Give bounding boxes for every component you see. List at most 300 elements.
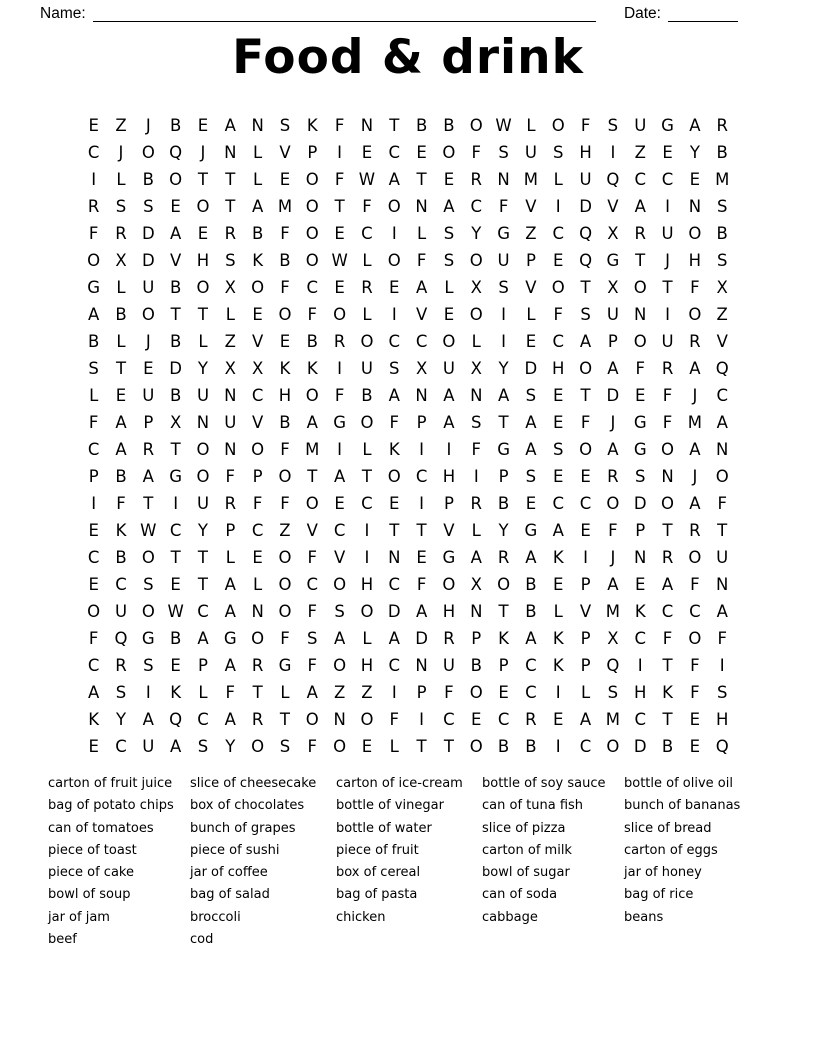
grid-letter: M (715, 170, 730, 189)
grid-letter: S (716, 683, 728, 702)
grid-letter: E (170, 656, 181, 675)
grid-letter: C (251, 386, 264, 405)
grid-row (80, 139, 736, 166)
grid-letter: W (331, 251, 348, 270)
grid-letter: S (607, 116, 619, 135)
grid-letter: O (278, 602, 292, 621)
grid-letter: C (525, 683, 537, 702)
grid-letter: O (633, 332, 647, 351)
grid-letter: V (333, 548, 346, 567)
grid-letter: I (391, 683, 397, 702)
grid-row (80, 463, 736, 490)
grid-letter: R (525, 710, 537, 729)
grid-letter: S (143, 575, 154, 594)
grid-letter: U (524, 143, 537, 162)
grid-letter: I (501, 305, 507, 324)
grid-letter: T (170, 440, 181, 459)
grid-letter: H (196, 251, 210, 270)
word-list-item: can of tuna fish (482, 798, 584, 814)
grid-letter: R (661, 548, 674, 567)
grid-letter: E (361, 143, 373, 162)
grid-letter: A (224, 575, 236, 594)
grid-letter: G (661, 116, 674, 135)
grid-letter: P (443, 494, 454, 513)
grid-letter: A (443, 197, 455, 216)
word-list-item: box of chocolates (190, 798, 305, 814)
word-list-item: bottle of vinegar (336, 798, 444, 814)
word-list-column (624, 773, 780, 929)
grid-letter: H (579, 143, 592, 162)
grid-letter: A (552, 521, 564, 540)
grid-letter: Z (361, 683, 373, 702)
grid-letter: A (115, 413, 127, 432)
word-list-item: jar of coffee (190, 865, 268, 881)
grid-letter: I (91, 170, 97, 189)
grid-letter: U (716, 548, 729, 567)
grid-letter: L (225, 548, 235, 567)
grid-letter: F (690, 656, 700, 675)
grid-letter: Y (115, 710, 127, 729)
grid-letter: O (87, 602, 101, 621)
grid-letter: T (170, 548, 181, 567)
grid-letter: E (88, 116, 99, 135)
grid-letter: T (279, 710, 290, 729)
grid-letter: U (497, 251, 510, 270)
grid-letter: T (115, 359, 127, 378)
grid-letter: I (173, 494, 179, 513)
word-list-column (336, 773, 482, 929)
grid-letter: J (118, 143, 124, 162)
grid-letter: Q (715, 359, 729, 378)
grid-letter: A (415, 278, 428, 297)
grid-letter: B (169, 629, 182, 648)
grid-letter: F (225, 467, 236, 486)
grid-letter: O (141, 305, 155, 324)
grid-letter: F (334, 170, 345, 189)
grid-letter: E (635, 386, 646, 405)
grid-letter: A (470, 548, 482, 567)
grid-letter: H (634, 683, 647, 702)
grid-letter: M (277, 197, 293, 216)
grid-letter: W (358, 170, 376, 189)
grid-letter: R (142, 440, 155, 459)
grid-letter: S (553, 440, 564, 459)
grid-letter: E (689, 170, 701, 189)
grid-letter: B (115, 467, 127, 486)
grid-letter: F (307, 602, 318, 621)
grid-letter: L (116, 278, 126, 297)
grid-letter: T (662, 278, 673, 297)
grid-letter: O (579, 359, 593, 378)
grid-letter: G (141, 629, 155, 648)
grid-letter: U (606, 305, 619, 324)
grid-letter: F (416, 251, 427, 270)
grid-letter: E (471, 710, 482, 729)
grid-letter: P (143, 413, 154, 432)
grid-letter: P (635, 521, 646, 540)
grid-letter: S (471, 413, 482, 432)
grid-letter: O (442, 143, 456, 162)
grid-letter: E (334, 494, 345, 513)
grid-letter: K (388, 440, 400, 459)
grid-letter: P (225, 521, 236, 540)
word-list-item: cabbage (482, 909, 538, 925)
grid-letter: H (688, 251, 702, 270)
grid-letter: F (690, 278, 700, 297)
grid-letter: R (607, 467, 619, 486)
grid-letter: U (224, 413, 237, 432)
grid-letter: P (416, 683, 427, 702)
grid-letter: X (224, 359, 236, 378)
grid-letter: X (607, 629, 619, 648)
grid-letter: L (280, 683, 290, 702)
grid-letter: H (716, 710, 729, 729)
grid-letter: F (280, 278, 290, 297)
grid-letter: F (553, 305, 563, 324)
grid-letter: L (116, 332, 126, 351)
grid-letter: O (305, 710, 319, 729)
grid-letter: E (170, 575, 181, 594)
grid-letter: O (305, 170, 319, 189)
grid-letter: F (252, 494, 263, 513)
word-list-item: slice of bread (624, 820, 712, 836)
grid-letter: I (337, 143, 343, 162)
grid-letter: O (387, 251, 401, 270)
grid-letter: A (224, 656, 236, 675)
grid-letter: I (91, 494, 97, 513)
grid-letter: A (388, 170, 400, 189)
grid-letter: F (280, 629, 290, 648)
grid-letter: K (552, 656, 564, 675)
grid-letter: A (224, 116, 236, 135)
grid-letter: T (170, 305, 181, 324)
grid-letter: L (471, 332, 481, 351)
grid-row (80, 490, 736, 517)
grid-row (80, 112, 736, 139)
grid-letter: R (443, 629, 455, 648)
grid-letter: X (470, 359, 482, 378)
grid-letter: V (251, 332, 264, 351)
grid-letter: E (389, 494, 400, 513)
grid-letter: O (442, 575, 456, 594)
grid-letter: V (579, 602, 592, 621)
grid-letter: K (498, 629, 509, 648)
grid-letter: H (360, 656, 374, 675)
grid-letter: I (364, 521, 370, 540)
grid-letter: P (416, 413, 427, 432)
grid-letter: C (579, 494, 592, 513)
grid-letter: O (661, 440, 675, 459)
grid-letter: D (633, 737, 647, 756)
grid-letter: O (251, 737, 265, 756)
grid-letter: N (415, 656, 428, 675)
grid-letter: L (253, 575, 263, 594)
grid-letter: J (665, 251, 670, 270)
grid-letter: E (334, 224, 345, 243)
grid-letter: J (610, 413, 616, 432)
grid-letter: Y (498, 521, 509, 540)
grid-letter: S (498, 278, 509, 297)
date-blank-line (668, 4, 738, 22)
grid-letter: L (116, 170, 126, 189)
grid-letter: J (692, 386, 698, 405)
grid-letter: O (688, 224, 702, 243)
grid-letter: B (169, 332, 182, 351)
grid-letter: F (307, 656, 318, 675)
grid-letter: O (387, 467, 401, 486)
word-list-item: bag of pasta (336, 887, 418, 903)
grid-letter: U (142, 737, 155, 756)
grid-letter: E (197, 116, 209, 135)
grid-letter: O (688, 548, 702, 567)
grid-letter: G (169, 467, 183, 486)
grid-letter: C (87, 143, 100, 162)
word-list (48, 773, 780, 951)
grid-letter: X (470, 278, 482, 297)
name-blank-line (93, 4, 596, 22)
grid-letter: K (170, 683, 182, 702)
word-list-item: bowl of soup (48, 887, 131, 903)
word-search-grid (80, 112, 736, 760)
grid-letter: V (306, 521, 318, 540)
grid-letter: A (224, 602, 236, 621)
grid-letter: B (497, 737, 510, 756)
grid-letter: F (580, 116, 591, 135)
grid-letter: I (719, 656, 725, 675)
grid-letter: A (607, 575, 619, 594)
grid-letter: S (115, 197, 127, 216)
grid-letter: O (661, 494, 675, 513)
grid-letter: I (391, 305, 397, 324)
grid-letter: T (225, 170, 236, 189)
grid-letter: T (389, 116, 400, 135)
grid-letter: A (579, 332, 592, 351)
grid-letter: S (607, 683, 619, 702)
grid-letter: Q (606, 170, 620, 189)
grid-row (80, 382, 736, 409)
grid-letter: C (552, 224, 564, 243)
grid-letter: T (334, 197, 345, 216)
grid-letter: T (307, 467, 318, 486)
grid-letter: Q (715, 737, 729, 756)
grid-letter: R (115, 224, 127, 243)
grid-letter: S (525, 467, 537, 486)
grid-letter: R (251, 710, 264, 729)
grid-letter: L (362, 305, 372, 324)
grid-letter: A (525, 413, 537, 432)
grid-letter: E (553, 467, 564, 486)
grid-letter: O (469, 737, 483, 756)
grid-letter: F (88, 224, 99, 243)
word-list-item: carton of fruit juice (48, 776, 173, 791)
grid-letter: C (552, 332, 564, 351)
grid-letter: N (470, 602, 483, 621)
grid-row (80, 706, 736, 733)
word-list-item: carton of ice-cream (336, 776, 463, 791)
word-list-item: piece of cake (48, 865, 134, 881)
word-list-item: carton of milk (482, 842, 572, 858)
grid-letter: F (307, 305, 318, 324)
grid-letter: K (115, 521, 127, 540)
grid-letter: E (115, 386, 127, 405)
grid-letter: C (361, 224, 373, 243)
grid-letter: E (525, 332, 537, 351)
grid-letter: A (333, 467, 346, 486)
grid-letter: N (333, 710, 346, 729)
grid-letter: T (580, 386, 591, 405)
grid-letter: P (307, 143, 318, 162)
grid-letter: N (415, 386, 428, 405)
word-list-item: carton of eggs (624, 842, 718, 858)
grid-letter: A (579, 710, 592, 729)
grid-letter: I (337, 359, 343, 378)
grid-letter: L (444, 278, 454, 297)
grid-letter: L (89, 386, 99, 405)
grid-letter: G (524, 521, 538, 540)
grid-letter: B (279, 413, 291, 432)
grid-letter: C (388, 656, 401, 675)
grid-letter: A (525, 440, 537, 459)
grid-letter: E (334, 278, 345, 297)
grid-letter: U (442, 359, 455, 378)
grid-letter: A (388, 386, 400, 405)
grid-letter: X (607, 278, 619, 297)
grid-letter: P (607, 332, 618, 351)
grid-letter: E (580, 521, 591, 540)
grid-letter: B (306, 332, 318, 351)
grid-letter: B (279, 251, 291, 270)
grid-row (80, 355, 736, 382)
grid-letter: U (579, 170, 592, 189)
grid-letter: O (387, 197, 401, 216)
grid-letter: I (446, 440, 452, 459)
grid-letter: O (360, 413, 374, 432)
grid-letter: O (305, 494, 319, 513)
grid-letter: O (278, 548, 292, 567)
grid-letter: Y (197, 359, 209, 378)
grid-letter: D (141, 251, 155, 270)
grid-letter: F (116, 494, 126, 513)
grid-letter: E (689, 710, 701, 729)
grid-letter: E (443, 170, 455, 189)
grid-letter: H (360, 575, 374, 594)
word-list-item: beef (48, 932, 77, 948)
grid-letter: O (360, 602, 374, 621)
grid-letter: R (224, 494, 237, 513)
grid-letter: W (140, 521, 157, 540)
grid-letter: A (689, 440, 701, 459)
grid-row (80, 328, 736, 355)
grid-letter: G (223, 629, 237, 648)
grid-letter: Z (333, 683, 346, 702)
grid-letter: F (717, 629, 727, 648)
header (40, 4, 738, 24)
grid-letter: P (471, 629, 482, 648)
grid-letter: N (661, 467, 674, 486)
grid-letter: S (225, 251, 236, 270)
grid-letter: J (145, 332, 151, 351)
grid-letter: F (580, 413, 591, 432)
grid-letter: T (389, 521, 400, 540)
grid-row (80, 409, 736, 436)
word-list-item: broccoli (190, 909, 241, 925)
grid-letter: T (443, 737, 454, 756)
grid-letter: G (278, 656, 292, 675)
grid-letter: J (145, 116, 151, 135)
grid-letter: O (196, 467, 210, 486)
grid-letter: N (224, 143, 237, 162)
grid-letter: U (360, 359, 373, 378)
grid-letter: E (361, 737, 373, 756)
grid-letter: Q (606, 656, 620, 675)
grid-letter: A (333, 629, 346, 648)
grid-letter: I (555, 683, 561, 702)
grid-letter: J (610, 548, 616, 567)
grid-letter: B (497, 494, 510, 513)
grid-letter: E (443, 305, 455, 324)
grid-letter: O (251, 278, 265, 297)
grid-letter: U (442, 656, 455, 675)
word-list-item: bunch of bananas (624, 798, 741, 814)
grid-letter: N (497, 170, 510, 189)
grid-letter: O (196, 440, 210, 459)
grid-letter: C (306, 575, 319, 594)
grid-letter: C (634, 170, 646, 189)
grid-letter: Q (579, 251, 593, 270)
grid-letter: S (88, 359, 99, 378)
grid-letter: T (498, 413, 509, 432)
grid-letter: Z (115, 116, 127, 135)
grid-letter: Y (689, 143, 700, 162)
grid-letter: U (661, 332, 674, 351)
grid-letter: P (580, 575, 591, 594)
grid-letter: K (252, 251, 264, 270)
grid-letter: O (633, 278, 647, 297)
grid-letter: S (634, 467, 646, 486)
grid-letter: Y (197, 521, 209, 540)
grid-letter: L (526, 305, 536, 324)
grid-letter: F (334, 386, 345, 405)
word-list-item: piece of sushi (190, 842, 280, 858)
grid-letter: O (305, 197, 319, 216)
grid-row (80, 193, 736, 220)
grid-letter: O (278, 305, 292, 324)
grid-letter: V (525, 197, 537, 216)
grid-letter: B (525, 602, 537, 621)
grid-letter: X (716, 278, 728, 297)
grid-letter: A (388, 629, 400, 648)
grid-letter: T (197, 575, 209, 594)
grid-letter: M (523, 170, 539, 189)
grid-letter: V (716, 332, 728, 351)
grid-letter: K (662, 683, 673, 702)
grid-letter: C (169, 521, 182, 540)
grid-letter: F (307, 737, 318, 756)
grid-letter: B (115, 548, 127, 567)
word-list-item: bottle of soy sauce (482, 776, 606, 791)
grid-letter: L (362, 251, 372, 270)
grid-letter: R (224, 224, 237, 243)
grid-letter: R (716, 116, 728, 135)
word-list-item: bag of potato chips (48, 798, 174, 814)
grid-letter: E (170, 197, 181, 216)
grid-letter: T (361, 467, 372, 486)
grid-letter: F (88, 413, 99, 432)
grid-letter: I (473, 467, 479, 486)
grid-letter: R (634, 224, 646, 243)
grid-letter: B (661, 737, 674, 756)
grid-letter: N (634, 548, 647, 567)
